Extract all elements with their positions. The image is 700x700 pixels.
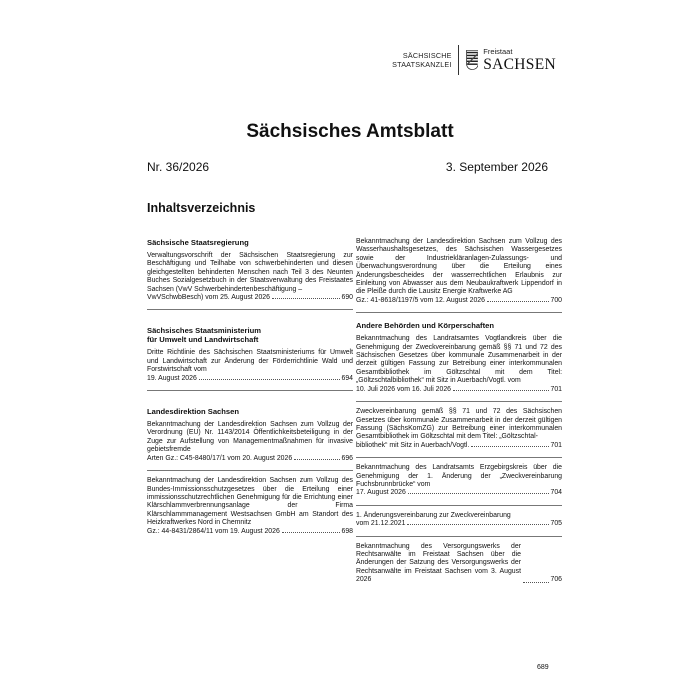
toc-left-column xyxy=(147,238,353,543)
toc-entry[interactable] xyxy=(147,477,353,536)
entry-divider xyxy=(147,309,353,310)
entry-leader-line xyxy=(356,386,562,394)
entry-text: Bekanntmachung der Landesdirektion Sachsen zum Vollzug der Verordnung (EU) Nr. 1143/2014 Öffentlichkeitsbeteiligung in der Zuge zur Aufstellung von Managementmaßnahmen für invasive gebietsfremde xyxy=(147,421,353,454)
entry-text: Bekanntmachung des Landratsamts Erzgebirgskreis über die Genehmigung der 1. Änderung der „Zweckvereinbarung Fuchsbrunnbrücke“ vom xyxy=(356,464,562,488)
page-number: 705 xyxy=(550,520,562,528)
entry-text-last: Gz.: 44-8431/2864/11 vom 19. August 2026 xyxy=(147,527,280,535)
toc-entry[interactable] xyxy=(356,543,562,585)
issue-number: Nr. 36/2026 xyxy=(147,160,210,174)
entry-text-last: Gz.: 41-8618/1197/5 vom 12. August 2026 xyxy=(356,296,485,304)
section-title: Sächsische Staatsregierung xyxy=(147,238,249,247)
toc-entry[interactable] xyxy=(356,408,562,450)
logo-line-1: SÄCHSISCHE xyxy=(402,51,452,60)
dot-leader xyxy=(523,582,549,583)
entry-leader-line xyxy=(147,528,353,536)
entry-divider xyxy=(356,536,562,537)
section-title: Landesdirektion Sachsen xyxy=(147,407,239,417)
entry-text-last: VwVSchwbBesch) vom 25. August 2026 xyxy=(147,294,270,302)
section-title-line: für Umwelt und Landwirtschaft xyxy=(147,335,259,345)
saxony-coat-of-arms-icon xyxy=(466,49,479,71)
entry-leader-line xyxy=(356,442,562,450)
entry-text-last: Arten Gz.: C45-8480/17/1 vom 20. August 2026 xyxy=(147,454,293,462)
entry-leader-line xyxy=(356,489,562,497)
entry-divider xyxy=(147,390,353,391)
dot-leader xyxy=(471,446,548,447)
toc-entry[interactable] xyxy=(147,252,353,302)
page-number: 698 xyxy=(341,527,353,535)
issue-date: 3. September 2026 xyxy=(445,160,548,174)
toc-entry[interactable] xyxy=(147,421,353,463)
entry-leader-line xyxy=(147,455,353,463)
freistaat-sachsen-wordmark xyxy=(483,48,556,72)
logo-line-2: STAATSKANZLEI xyxy=(392,60,452,69)
logo-divider xyxy=(458,45,459,75)
entry-text: Zweckvereinbarung gemäß §§ 71 und 72 des Sächsischen Gesetzes über kommunale Zusammenarbeit in der derzeit gültigen Fassung (SächsKomZG) zur Betreibung einer interkommunalen Gesamtbibliothek im Göltzschtal mit dem Titel: „Göltzschtal- xyxy=(356,408,562,441)
logo-sachsen: SACHSEN xyxy=(483,55,556,73)
dot-leader xyxy=(487,301,549,302)
entry-text-last: 10. Juli 2026 vom 16. Juli 2026 xyxy=(356,385,451,393)
dot-leader xyxy=(294,459,339,460)
entry-leader-line xyxy=(356,520,562,528)
dot-leader xyxy=(282,532,340,533)
logo-freistaat: Freistaat xyxy=(483,47,513,56)
entry-leader-line xyxy=(356,543,562,585)
toc-entry[interactable] xyxy=(147,349,353,383)
page-number-footer: 689 xyxy=(537,664,549,671)
entry-divider xyxy=(356,312,562,313)
entry-text-last: 17. August 2026 xyxy=(356,489,406,497)
page-number: 706 xyxy=(550,576,562,584)
entry-text: Verwaltungsvorschrift der Sächsischen Staatsregierung zur Beschäftigung und Teilhabe von schwerbehinderten und diesen gleichgestellten behinderten Menschen nach Teil 3 des Neunten Buches Sozialgesetzbuch in der Staatsverwaltung des Freistaates Sachsen (VwV Schwerbehindertenbeschäftigung – xyxy=(147,252,353,293)
section-title xyxy=(147,326,353,344)
dot-leader xyxy=(408,493,549,494)
staatskanzlei-label xyxy=(386,51,452,69)
page-number: 700 xyxy=(550,296,562,304)
entry-text: Dritte Richtlinie des Sächsischen Staatsministeriums für Umwelt und Landwirtschaft zur Änderung der Förderrichtlinie Wald und Forstwirtschaft vom xyxy=(147,349,353,374)
toc-heading: Inhaltsverzeichnis xyxy=(147,201,256,215)
dot-leader xyxy=(453,390,549,391)
page-number: 690 xyxy=(341,294,353,302)
entry-text-last: vom 21.12.2021 xyxy=(356,520,406,528)
entry-divider xyxy=(356,401,562,402)
toc-right-column xyxy=(356,238,562,592)
entry-leader-line xyxy=(147,375,353,383)
entry-divider xyxy=(356,457,562,458)
entry-divider xyxy=(147,470,353,471)
entry-text: 1. Änderungsvereinbarung zur Zweckvereinbarung xyxy=(356,511,511,519)
entry-text: Bekanntmachung der Landesdirektion Sachsen zum Vollzug des Wasserhaushaltsgesetzes, des Sächsischen Wassergesetzes sowie der Industriekläranlagen-Zulassungs- und Überwachungsverordnung über die Erteilung eines Änderungsbescheides der wasserrechtlichen Erlaubnis zur Einleitung von Abwasser aus dem Neubaukraftwerk Lippendorf in die Pleiße durch die Lausitz Energie Kraftwerke AG xyxy=(356,238,562,296)
page-number: 701 xyxy=(550,441,562,449)
section-title-line: Sächsisches Staatsministerium xyxy=(147,326,261,336)
dot-leader xyxy=(272,298,340,299)
page-number: 704 xyxy=(550,489,562,497)
page-number: 694 xyxy=(341,374,353,382)
entry-text-last: 19. August 2026 xyxy=(147,374,197,382)
entry-leader-line xyxy=(356,297,562,305)
entry-text: Bekanntmachung des Landratsamtes Vogtlandkreis über die Genehmigung der Zweckvereinbarung gemäß §§ 71 und 72 des Sächsischen Gesetzes über kommunale Zusammenarbeit in der derzeit gültigen Fassung zur Betreibung einer interkommunalen Gesamtbibliothek im Göltzschtal mit dem Titel: „Göltzschtalbibliothek“ mit Sitz in Auerbach/Vogtl. vom xyxy=(356,335,562,385)
dot-leader xyxy=(407,524,548,525)
entry-divider xyxy=(356,505,562,506)
entry-text: Bekanntmachung der Landesdirektion Sachsen zum Vollzug des Bundes-Immissionsschutzgesetzes über die Erteilung einer immissionsschutzrechtlichen Genehmigung für die Errichtung einer Klärschlammverbrennungsanlage der Firma Klärschlammmanagement Westsachsen GmbH am Standort des Heizkraftwerkes Nord in Chemnitz xyxy=(147,477,353,527)
toc-entry[interactable] xyxy=(356,512,562,529)
entry-leader-line xyxy=(147,294,353,302)
entry-text: Bekanntmachung des Versorgungswerks der Rechtsanwälte im Freistaat Sachsen über die Änderungen der Satzung des Versorgungswerks der Rechtsanwälte im Freistaat Sachsen vom 3. August 2026 xyxy=(356,542,521,584)
header-logo xyxy=(386,44,556,76)
document-title: Sächsisches Amtsblatt xyxy=(246,121,454,142)
toc-entry[interactable] xyxy=(356,335,562,394)
toc-entry[interactable] xyxy=(356,238,562,305)
toc-entry[interactable] xyxy=(356,464,562,498)
section-title: Andere Behörden und Körperschaften xyxy=(356,321,494,331)
dot-leader xyxy=(199,379,340,380)
page-number: 696 xyxy=(341,454,353,462)
page-number: 701 xyxy=(550,385,562,393)
entry-text-last: bibliothek“ mit Sitz in Auerbach/Vogtl. xyxy=(356,441,470,449)
